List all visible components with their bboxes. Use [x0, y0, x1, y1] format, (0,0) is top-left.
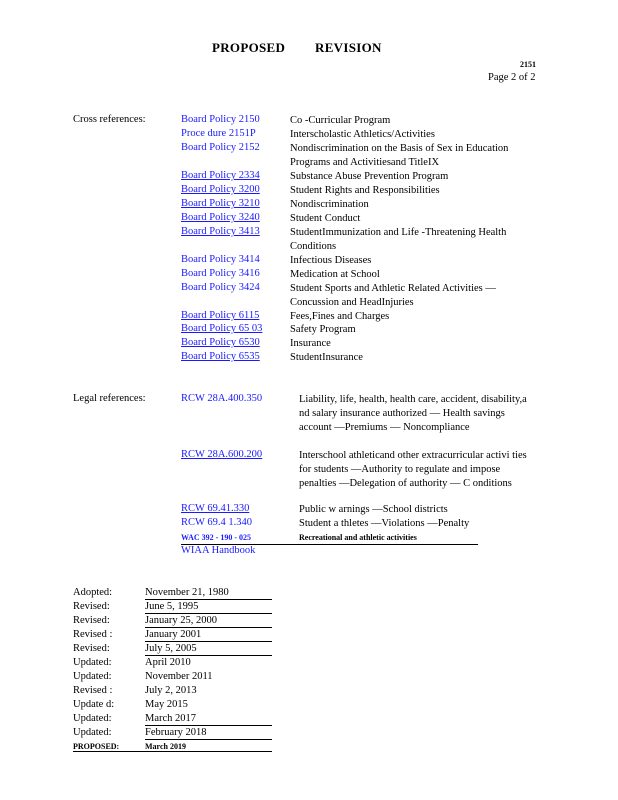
cross-ref-desc: Infectious Diseases [290, 255, 372, 266]
history-label: Revised : [73, 629, 113, 640]
history-date: March 2017 [145, 713, 197, 724]
cross-ref-link[interactable]: Board Policy 3424 [181, 282, 260, 293]
legal-ref-link[interactable]: RCW 28A.400.350 [181, 393, 263, 404]
title-proposed: PROPOSED [212, 40, 286, 55]
cross-ref-link[interactable]: Proce dure 2151P [181, 128, 256, 139]
cross-ref-desc: Student Conduct [290, 213, 361, 224]
history-label: Revised : [73, 685, 113, 696]
history-label: Revised: [73, 601, 110, 612]
history-underline [145, 725, 272, 726]
history-label: Updated: [73, 671, 112, 682]
cross-ref-link[interactable]: Board Policy 3210 [181, 198, 260, 209]
legal-ref-desc: Public w arnings —School districts [299, 504, 448, 515]
legal-ref-link[interactable]: RCW 28A.600.200 [181, 449, 263, 460]
title-revision: REVISION [315, 40, 382, 55]
history-label: Updated: [73, 657, 112, 668]
history-label: PROPOSED: [73, 742, 120, 751]
cross-ref-desc: Interscholastic Athletics/Activities [290, 129, 435, 140]
legal-ref-desc: Student a thletes —Violations —Penalty [299, 518, 470, 529]
cross-ref-desc: StudentImmunization and Life -Threatening Health Conditions [290, 227, 507, 252]
legal-ref-link[interactable]: WIAA Handbook [181, 545, 256, 556]
history-label: Updated: [73, 713, 112, 724]
cross-ref-link[interactable]: Board Policy 3240 [181, 212, 260, 223]
history-date: January 2001 [145, 629, 202, 640]
history-label: Revised: [73, 643, 110, 654]
cross-ref-link[interactable]: Board Policy 2152 [181, 142, 260, 153]
history-date: February 2018 [145, 727, 207, 738]
cross-ref-desc: Co -Curricular Program [290, 115, 391, 126]
cross-ref-desc: Nondiscrimination on the Basis of Sex in Education Programs and Activitiesand TitleIX [290, 143, 509, 168]
history-date: November 21, 1980 [145, 587, 229, 598]
cross-ref-link[interactable]: Board Policy 3416 [181, 268, 260, 279]
cross-ref-desc: Nondiscrimination [290, 199, 369, 210]
cross-ref-desc: Student Sports and Athletic Related Activities — Concussion and HeadInjuries [290, 283, 496, 308]
history-underline [145, 627, 272, 628]
history-underline [145, 655, 272, 656]
history-label: Adopted: [73, 587, 113, 598]
cross-ref-link[interactable]: Board Policy 2150 [181, 114, 260, 125]
legal-ref-desc: Interschool athleticand other extracurricular activi ties for students —Authority to regulate and impose penalties —Delegation of authority — C onditions [299, 450, 527, 489]
page-number: Page 2 of 2 [488, 72, 536, 83]
history-underline [145, 641, 272, 642]
legal-ref-link[interactable]: WAC 392 - 190 - 025 [181, 533, 251, 542]
history-date: March 2019 [145, 742, 186, 751]
cross-ref-link[interactable]: Board Policy 2334 [181, 170, 260, 181]
history-underline [145, 599, 272, 600]
cross-ref-link[interactable]: Board Policy 6530 [181, 337, 260, 348]
history-date: July 5, 2005 [145, 643, 197, 654]
history-date: November 2011 [145, 671, 213, 682]
legal-ref-desc: Recreational and athletic activities [299, 533, 417, 542]
cross-ref-link[interactable]: Board Policy 65 03 [181, 323, 263, 334]
cross-ref-desc: Insurance [290, 338, 331, 349]
history-date: January 25, 2000 [145, 615, 218, 626]
history-label: Revised: [73, 615, 110, 626]
cross-references-label: Cross references: [73, 114, 146, 125]
cross-ref-link[interactable]: Board Policy 3413 [181, 226, 260, 237]
history-date: July 2, 2013 [145, 685, 197, 696]
history-date: May 2015 [145, 699, 188, 710]
legal-ref-desc: Liability, life, health, health care, accident, disability,a nd salary insurance authorized — Health savings account —Premiums — Noncompliance [299, 394, 527, 433]
history-label: Update d: [73, 699, 115, 710]
cross-ref-link[interactable]: Board Policy 6535 [181, 351, 260, 362]
cross-ref-desc: Student Rights and Responsibilities [290, 185, 440, 196]
history-underline [73, 751, 272, 752]
cross-ref-desc: Safety Program [290, 324, 356, 335]
cross-ref-link[interactable]: Board Policy 3200 [181, 184, 260, 195]
cross-ref-link[interactable]: Board Policy 3414 [181, 254, 260, 265]
cross-ref-desc: Substance Abuse Prevention Program [290, 171, 449, 182]
legal-ref-link[interactable]: RCW 69.4 1.340 [181, 517, 252, 528]
cross-ref-desc: Fees,Fines and Charges [290, 311, 390, 322]
cross-ref-desc: StudentInsurance [290, 352, 363, 363]
history-underline [145, 739, 272, 740]
history-date: June 5, 1995 [145, 601, 199, 612]
history-underline [145, 613, 272, 614]
legal-references-label: Legal references: [73, 393, 146, 404]
cross-ref-desc: Medication at School [290, 269, 380, 280]
legal-ref-link[interactable]: RCW 69.41.330 [181, 503, 250, 514]
policy-number: 2151 [520, 60, 536, 69]
history-date: April 2010 [145, 657, 191, 668]
history-label: Updated: [73, 727, 112, 738]
cross-ref-link[interactable]: Board Policy 6115 [181, 310, 260, 321]
